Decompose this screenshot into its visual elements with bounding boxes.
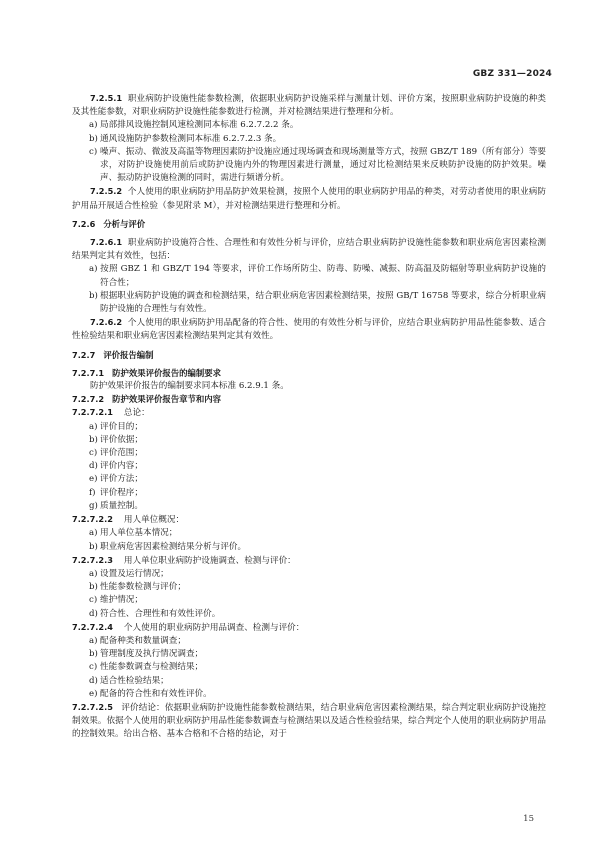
list-item [72, 675, 546, 688]
list-text: 评价范围； [100, 448, 143, 459]
list-text: 用人单位基本情况； [100, 528, 178, 539]
list-mark: a) [89, 421, 98, 432]
list-text: 配备的符合性和有效性评价。 [100, 688, 212, 699]
list-text: 评价目的； [100, 421, 143, 432]
list-mark: b) [89, 582, 98, 593]
list-text: 性能参数调查与检测结果； [100, 662, 204, 673]
list-text: 局部排风设施控制风速检测同本标准 6.2.7.2.2 条。 [100, 120, 299, 131]
list-item [72, 119, 546, 132]
list-item [72, 688, 546, 701]
list-mark: e) [89, 688, 98, 699]
list-text: 性能参数检测与评价； [100, 582, 186, 593]
clause-number: 7.2.7.2.5 [72, 701, 113, 712]
heading-number: 7.2.7.2 [72, 394, 105, 405]
list-mark: d) [89, 608, 98, 619]
heading-number: 7.2.7 [72, 349, 96, 360]
list-item [72, 290, 546, 316]
section-heading-7-2-6 [72, 218, 546, 231]
clause-number: 7.2.7.2.1 [72, 407, 113, 418]
list-text: 质量控制。 [100, 500, 143, 511]
clause-text: 用人单位职业病防护设施调查、检测与评价： [123, 555, 296, 566]
list-item [72, 608, 546, 621]
list-mark: c) [89, 448, 98, 459]
list-item [72, 541, 546, 554]
list-item [72, 527, 546, 540]
clause-text: 用人单位概况： [123, 515, 185, 526]
heading-title: 防护效果评价报告的编制要求 [112, 367, 221, 378]
heading-number: 7.2.7.1 [72, 367, 105, 378]
heading-title: 分析与评价 [103, 218, 146, 229]
list-mark: f) [89, 487, 96, 498]
list-mark: c) [89, 146, 98, 157]
list-text: 维护情况； [100, 595, 143, 606]
list-text: 配备种类和数量调查； [100, 635, 186, 646]
list-item [72, 263, 546, 289]
list-mark: a) [89, 568, 98, 579]
list-text: 根据职业病防护设施的调查和检测结果，结合职业病危害因素检测结果，按照 GB/T 16758 等要求，综合分析职业病防护设施的合理性与有效性。 [100, 290, 546, 315]
heading-title: 防护效果评价报告章节和内容 [112, 394, 221, 405]
list-item [72, 635, 546, 648]
list-item [72, 594, 546, 607]
list-item [72, 500, 546, 513]
list-item [72, 447, 546, 460]
list-mark: g) [89, 500, 98, 511]
list-mark: c) [89, 662, 98, 673]
standard-code-header: GBZ 331—2024 [472, 69, 552, 79]
clause-7-2-7-2-5 [72, 701, 546, 742]
list-item [72, 648, 546, 661]
document-body [72, 92, 546, 742]
clause-number: 7.2.5.2 [90, 186, 123, 197]
list-mark: a) [89, 120, 98, 131]
list-text: 职业病危害因素检测结果分析与评价。 [100, 541, 247, 552]
clause-text-7-2-7-1: 防护效果评价报告的编制要求同本标准 6.2.9.1 条。 [90, 381, 289, 392]
clause-7-2-7-2-3 [72, 554, 546, 568]
list-text: 评价依据； [100, 434, 143, 445]
clause-7-2-6-2 [72, 316, 546, 343]
list-mark: b) [89, 133, 98, 144]
list-item [72, 568, 546, 581]
list-mark: b) [89, 649, 98, 660]
list-mark: b) [89, 541, 98, 552]
list-mark: b) [89, 434, 98, 445]
list-mark: a) [89, 528, 98, 539]
heading-title: 评价报告编制 [103, 349, 154, 360]
clause-7-2-5-1 [72, 92, 546, 119]
list-text: 评价内容； [100, 461, 143, 472]
subsection-heading-7-2-7-2 [72, 393, 546, 406]
clause-number: 7.2.7.2.3 [72, 554, 113, 565]
clause-7-2-6-1 [72, 236, 546, 263]
section-heading-7-2-7 [72, 349, 546, 362]
list-mark: b) [89, 290, 98, 301]
list-item [72, 460, 546, 473]
list-mark: c) [89, 595, 98, 606]
clause-number: 7.2.5.1 [90, 93, 123, 103]
list-mark: d) [89, 461, 98, 472]
clause-text: 个人使用的职业病防护用品防护效果检测，按照个人使用的职业病防护用品的种类，对劳动者使用的职业病防护用品开展适合性检验（参见附录 M），并对检测结果进行整理和分析。 [72, 187, 546, 211]
clause-7-2-7-2-4 [72, 621, 546, 635]
clause-7-2-5-2 [72, 185, 546, 212]
subsection-heading-7-2-7-1 [72, 367, 546, 380]
clause-7-2-7-2-1 [72, 406, 546, 420]
clause-7-2-7-2-2 [72, 513, 546, 527]
list-text: 噪声、振动、微波及高温等物理因素防护设施应通过现场调查和现场测量等方式，按照 GBZ/T 189（所有部分）等要求，对防护设施使用前后或防护设施内外的物理因素进行测量，通过对比检测结果来反映防护设施的防护效果。噪声、振动防护设施检测的同时，需进行频谱分析。 [100, 146, 546, 184]
clause-text: 评价结论：依据职业病防护设施性能参数检测结果，结合职业病危害因素检测结果，综合判定职业病防护设施控制效果。依据个人使用的职业病防护用品性能参数调查与检测结果以及适合性检验结果，综合判定个人使用的职业病防护用品的控制效果。给出合格、基本合格和不合格的结论，对于 [72, 702, 546, 740]
list-item [72, 146, 546, 186]
clause-text: 个人使用的职业病防护用品调查、检测与评价： [123, 622, 305, 633]
list-text: 按照 GBZ 1 和 GBZ/T 194 等要求，评价工作场所防尘、防毒、防噪、减振、防高温及防辐射等职业病防护设施的符合性； [100, 264, 546, 288]
list-mark: e) [89, 474, 98, 485]
list-item [72, 487, 546, 500]
clause-number: 7.2.6.1 [90, 237, 123, 248]
list-text: 评价方法； [100, 474, 143, 485]
list-mark: a) [89, 635, 98, 646]
heading-number: 7.2.6 [72, 218, 96, 229]
page-number: 15 [523, 814, 534, 824]
list-item [72, 434, 546, 447]
list-text: 评价程序； [100, 487, 143, 498]
list-item [72, 133, 546, 146]
list-item [72, 421, 546, 434]
clause-text: 职业病防护设施性能参数检测，依据职业病防护设施采样与测量计划、评价方案，按照职业病防护设施的种类及其性能参数，对职业病防护设施性能参数进行检测，并对检测结果进行整理和分析。 [72, 94, 546, 118]
clause-number: 7.2.7.2.2 [72, 514, 113, 525]
list-text: 适合性检验结果； [100, 675, 169, 686]
list-mark: a) [89, 264, 98, 275]
clause-text: 职业病防护设施符合性、合理性和有效性分析与评价，应结合职业病防护设施性能参数和职业病危害因素检测结果判定其有效性，包括： [72, 238, 546, 262]
list-text: 符合性、合理性和有效性评价。 [100, 608, 221, 619]
list-item [72, 581, 546, 594]
list-item [72, 473, 546, 486]
list-item [72, 661, 546, 674]
list-text: 管理制度及执行情况调查； [100, 649, 204, 660]
clause-number: 7.2.7.2.4 [72, 621, 113, 632]
clause-text: 总论： [123, 408, 150, 419]
clause-number: 7.2.6.2 [90, 317, 123, 328]
list-text: 设置及运行情况； [100, 568, 169, 579]
list-text: 通风设施防护参数检测同本标准 6.2.7.2.3 条。 [100, 133, 282, 144]
list-mark: d) [89, 675, 98, 686]
clause-text: 个人使用的职业病防护用品配备的符合性、使用的有效性分析与评价，应结合职业病防护用品性能参数、适合性检验结果和职业病危害因素检测结果判定其有效性。 [72, 318, 546, 342]
